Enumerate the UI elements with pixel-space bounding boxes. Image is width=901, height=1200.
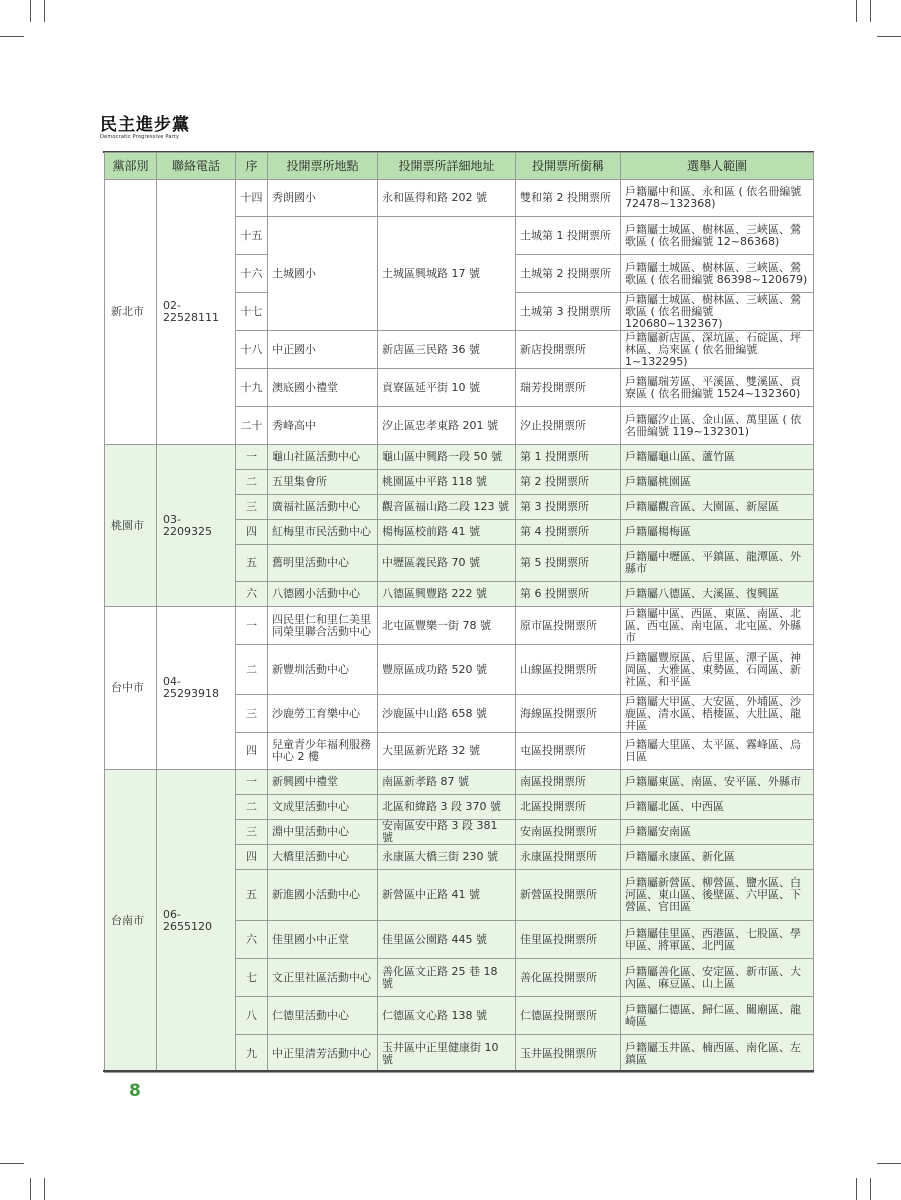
station-name-cell: 瑞芳投開票所	[516, 369, 621, 407]
station-name-cell: 土城第 2 投開票所	[516, 255, 621, 293]
polling-station-table	[104, 152, 814, 1073]
location-cell: 五里集會所	[268, 470, 378, 495]
table-header-row	[105, 153, 814, 180]
seq-cell: 三	[236, 695, 268, 733]
crop-mark	[870, 1178, 871, 1200]
location-cell: 仁德里活動中心	[268, 997, 378, 1035]
party-logo	[100, 116, 190, 141]
address-cell: 南區新孝路 87 號	[378, 770, 516, 795]
station-name-cell: 北區投開票所	[516, 795, 621, 820]
address-cell: 北屯區豐樂一街 78 號	[378, 607, 516, 645]
station-name-cell: 第 1 投開票所	[516, 445, 621, 470]
address-cell: 龜山區中興路一段 50 號	[378, 445, 516, 470]
location-cell: 文正里社區活動中心	[268, 959, 378, 997]
seq-cell: 十五	[236, 217, 268, 255]
seq-cell: 十九	[236, 369, 268, 407]
seq-cell: 五	[236, 545, 268, 582]
phone-cell: 06-2655120	[157, 770, 236, 1073]
voter-range-cell: 戶籍屬土城區、樹林區、三峽區、鶯歌區 ( 依名冊編號 12~86368)	[621, 217, 814, 255]
crop-mark	[30, 0, 31, 22]
header-station-name: 投開票所銜稱	[516, 153, 621, 180]
seq-cell: 一	[236, 607, 268, 645]
crop-mark	[44, 0, 45, 22]
address-cell: 新店區三民路 36 號	[378, 331, 516, 369]
table-row	[105, 607, 814, 645]
location-cell: 中正國小	[268, 331, 378, 369]
seq-cell: 一	[236, 445, 268, 470]
table-bottom-rule	[103, 1070, 814, 1072]
station-name-cell: 新營區投開票所	[516, 870, 621, 921]
crop-mark	[0, 1163, 24, 1164]
station-name-cell: 海線區投開票所	[516, 695, 621, 733]
header-location: 投開票所地點	[268, 153, 378, 180]
location-cell: 大橋里活動中心	[268, 845, 378, 870]
station-name-cell: 仁德區投開票所	[516, 997, 621, 1035]
voter-range-cell: 戶籍屬中壢區、平鎮區、龍潭區、外縣市	[621, 545, 814, 582]
station-name-cell: 土城第 1 投開票所	[516, 217, 621, 255]
seq-cell: 五	[236, 870, 268, 921]
party-cell: 台南市	[105, 770, 157, 1073]
party-cell: 桃園市	[105, 445, 157, 607]
header-party: 黨部別	[105, 153, 157, 180]
voter-range-cell: 戶籍屬中區、西區、東區、南區、北區、西屯區、南屯區、北屯區、外縣市	[621, 607, 814, 645]
address-cell: 沙鹿區中山路 658 號	[378, 695, 516, 733]
seq-cell: 三	[236, 820, 268, 845]
station-name-cell: 第 6 投開票所	[516, 582, 621, 607]
station-name-cell: 善化區投開票所	[516, 959, 621, 997]
crop-mark	[44, 1178, 45, 1200]
voter-range-cell: 戶籍屬觀音區、大園區、新屋區	[621, 495, 814, 520]
table-row	[105, 445, 814, 470]
location-cell: 澳底國小禮堂	[268, 369, 378, 407]
voter-range-cell: 戶籍屬北區、中西區	[621, 795, 814, 820]
phone-cell: 02-22528111	[157, 180, 236, 445]
voter-range-cell: 戶籍屬東區、南區、安平區、外縣市	[621, 770, 814, 795]
location-cell: 新興國中禮堂	[268, 770, 378, 795]
voter-range-cell: 戶籍屬中和區、永和區 ( 依名冊編號 72478~132368)	[621, 180, 814, 217]
location-cell: 秀朗國小	[268, 180, 378, 217]
address-cell: 新營區中正路 41 號	[378, 870, 516, 921]
location-cell: 土城國小	[268, 217, 378, 331]
address-cell: 觀音區福山路二段 123 號	[378, 495, 516, 520]
voter-range-cell: 戶籍屬玉井區、楠西區、南化區、左鎮區	[621, 1035, 814, 1073]
voter-range-cell: 戶籍屬瑞芳區、平溪區、雙溪區、貢寮區 ( 依名冊編號 1524~132360)	[621, 369, 814, 407]
address-cell: 玉井區中正里健康街 10 號	[378, 1035, 516, 1073]
station-name-cell: 佳里區投開票所	[516, 921, 621, 959]
station-name-cell: 屯區投開票所	[516, 733, 621, 770]
logo-english: Democratic Progressive Party	[100, 134, 180, 140]
address-cell: 土城區興城路 17 號	[378, 217, 516, 331]
seq-cell: 六	[236, 921, 268, 959]
address-cell: 善化區文正路 25 巷 18 號	[378, 959, 516, 997]
address-cell: 仁德區文心路 138 號	[378, 997, 516, 1035]
location-cell: 新進國小活動中心	[268, 870, 378, 921]
header-address: 投開票所詳細地址	[378, 153, 516, 180]
address-cell: 安南區安中路 3 段 381 號	[378, 820, 516, 845]
party-cell: 台中市	[105, 607, 157, 770]
address-cell: 汐止區忠孝東路 201 號	[378, 407, 516, 445]
voter-range-cell: 戶籍屬永康區、新化區	[621, 845, 814, 870]
voter-range-cell: 戶籍屬八德區、大溪區、復興區	[621, 582, 814, 607]
location-cell: 兒童青少年福利服務中心 2 樓	[268, 733, 378, 770]
table-row	[105, 180, 814, 217]
address-cell: 豐原區成功路 520 號	[378, 645, 516, 695]
crop-mark	[877, 1163, 901, 1164]
station-name-cell: 土城第 3 投開票所	[516, 293, 621, 331]
crop-mark	[0, 36, 24, 37]
voter-range-cell: 戶籍屬佳里區、西港區、七股區、學甲區、將軍區、北門區	[621, 921, 814, 959]
voter-range-cell: 戶籍屬桃園區	[621, 470, 814, 495]
seq-cell: 四	[236, 845, 268, 870]
address-cell: 貢寮區延平街 10 號	[378, 369, 516, 407]
location-cell: 沙鹿勞工育樂中心	[268, 695, 378, 733]
station-name-cell: 汐止投開票所	[516, 407, 621, 445]
station-name-cell: 玉井區投開票所	[516, 1035, 621, 1073]
address-cell: 大里區新光路 32 號	[378, 733, 516, 770]
voter-range-cell: 戶籍屬土城區、樹林區、三峽區、鶯歌區 ( 依名冊編號 86398~120679)	[621, 255, 814, 293]
station-name-cell: 原市區投開票所	[516, 607, 621, 645]
address-cell: 永康區大橋三街 230 號	[378, 845, 516, 870]
station-name-cell: 新店投開票所	[516, 331, 621, 369]
seq-cell: 十六	[236, 255, 268, 293]
station-name-cell: 第 3 投開票所	[516, 495, 621, 520]
header-seq: 序	[236, 153, 268, 180]
location-cell: 紅梅里市民活動中心	[268, 520, 378, 545]
station-name-cell: 永康區投開票所	[516, 845, 621, 870]
location-cell: 龜山社區活動中心	[268, 445, 378, 470]
voter-range-cell: 戶籍屬楊梅區	[621, 520, 814, 545]
seq-cell: 八	[236, 997, 268, 1035]
crop-mark	[30, 1178, 31, 1200]
voter-range-cell: 戶籍屬善化區、安定區、新市區、大內區、麻豆區、山上區	[621, 959, 814, 997]
header-voter-range: 選舉人範圍	[621, 153, 814, 180]
seq-cell: 九	[236, 1035, 268, 1073]
seq-cell: 一	[236, 770, 268, 795]
seq-cell: 十四	[236, 180, 268, 217]
phone-cell: 04-25293918	[157, 607, 236, 770]
seq-cell: 十七	[236, 293, 268, 331]
seq-cell: 四	[236, 520, 268, 545]
location-cell: 廣福社區活動中心	[268, 495, 378, 520]
crop-mark	[877, 36, 901, 37]
location-cell: 佳里國小中正堂	[268, 921, 378, 959]
address-cell: 北區和緯路 3 段 370 號	[378, 795, 516, 820]
address-cell: 楊梅區校前路 41 號	[378, 520, 516, 545]
station-name-cell: 第 2 投開票所	[516, 470, 621, 495]
station-name-cell: 山線區投開票所	[516, 645, 621, 695]
seq-cell: 四	[236, 733, 268, 770]
seq-cell: 二	[236, 645, 268, 695]
address-cell: 中壢區義民路 70 號	[378, 545, 516, 582]
voter-range-cell: 戶籍屬大甲區、大安區、外埔區、沙鹿區、清水區、梧棲區、大肚區、龍井區	[621, 695, 814, 733]
voter-range-cell: 戶籍屬龜山區、蘆竹區	[621, 445, 814, 470]
seq-cell: 十八	[236, 331, 268, 369]
party-cell: 新北市	[105, 180, 157, 445]
address-cell: 桃園區中平路 118 號	[378, 470, 516, 495]
location-cell: 八德國小活動中心	[268, 582, 378, 607]
station-name-cell: 第 5 投開票所	[516, 545, 621, 582]
voter-range-cell: 戶籍屬豐原區、后里區、潭子區、神岡區、大雅區、東勢區、石岡區、新社區、和平區	[621, 645, 814, 695]
voter-range-cell: 戶籍屬大里區、太平區、霧峰區、烏日區	[621, 733, 814, 770]
crop-mark	[856, 1178, 857, 1200]
voter-range-cell: 戶籍屬仁德區、歸仁區、關廟區、龍崎區	[621, 997, 814, 1035]
voter-range-cell: 戶籍屬土城區、樹林區、三峽區、鶯歌區 ( 依名冊編號 120680~132367)	[621, 293, 814, 331]
voter-range-cell: 戶籍屬安南區	[621, 820, 814, 845]
voter-range-cell: 戶籍屬新營區、柳營區、鹽水區、白河區、東山區、後壁區、六甲區、下營區、官田區	[621, 870, 814, 921]
crop-mark	[870, 0, 871, 22]
voter-range-cell: 戶籍屬汐止區、金山區、萬里區 ( 依名冊編號 119~132301)	[621, 407, 814, 445]
location-cell: 新豐圳活動中心	[268, 645, 378, 695]
address-cell: 佳里區公園路 445 號	[378, 921, 516, 959]
address-cell: 永和區得和路 202 號	[378, 180, 516, 217]
seq-cell: 三	[236, 495, 268, 520]
station-name-cell: 雙和第 2 投開票所	[516, 180, 621, 217]
header-phone: 聯絡電話	[157, 153, 236, 180]
station-name-cell: 第 4 投開票所	[516, 520, 621, 545]
voter-range-cell: 戶籍屬新店區、深坑區、石碇區、坪林區、烏來區 ( 依名冊編號 1~132295)	[621, 331, 814, 369]
location-cell: 秀峰高中	[268, 407, 378, 445]
crop-mark	[856, 0, 857, 22]
page-number: 8	[129, 1081, 141, 1101]
seq-cell: 二	[236, 470, 268, 495]
seq-cell: 六	[236, 582, 268, 607]
location-cell: 文成里活動中心	[268, 795, 378, 820]
phone-cell: 03-2209325	[157, 445, 236, 607]
location-cell: 淵中里活動中心	[268, 820, 378, 845]
seq-cell: 七	[236, 959, 268, 997]
station-name-cell: 安南區投開票所	[516, 820, 621, 845]
station-name-cell: 南區投開票所	[516, 770, 621, 795]
seq-cell: 二十	[236, 407, 268, 445]
table-row	[105, 770, 814, 795]
seq-cell: 二	[236, 795, 268, 820]
address-cell: 八德區興豐路 222 號	[378, 582, 516, 607]
location-cell: 中正里清芳活動中心	[268, 1035, 378, 1073]
location-cell: 舊明里活動中心	[268, 545, 378, 582]
logo-chinese: 民主進步黨	[100, 115, 190, 135]
location-cell: 四民里仁和里仁美里同榮里聯合活動中心	[268, 607, 378, 645]
